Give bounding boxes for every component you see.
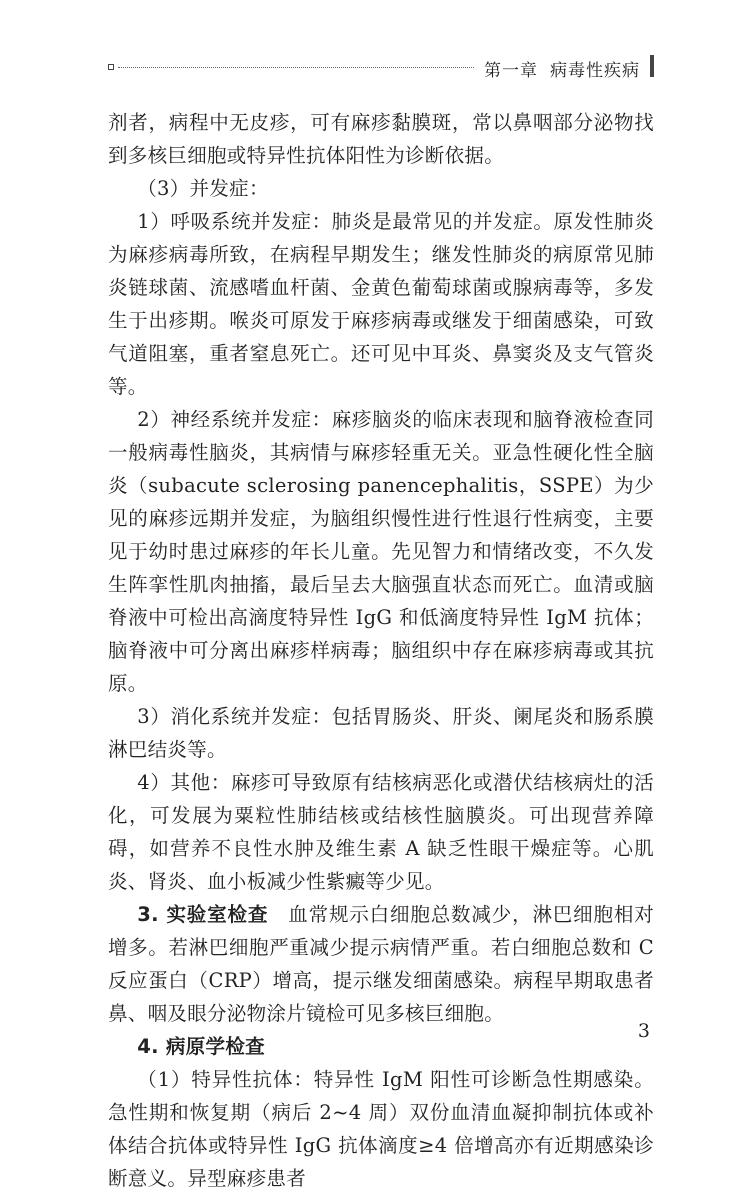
section-heading-laboratory: 3. 实验室检查 [137, 903, 269, 926]
paragraph-continuation: 剂者，病程中无皮疹，可有麻疹黏膜斑，常以鼻咽部分泌物找到多核巨细胞或特异性抗体阳性为诊断依据。 [108, 111, 654, 167]
page-number: 3 [637, 1020, 650, 1042]
body-text [108, 106, 654, 1195]
header-title [484, 56, 640, 81]
paragraph-specific-antibody: （1）特异性抗体：特异性 IgM 阳性可诊断急性期感染。急性期和恢复期（病后 2~4 周）双份血清血凝抑制抗体或补体结合抗体或特异性 IgG 抗体滴度≥4 倍增高亦有近期感染诊断意义。异型麻疹患者 [108, 1068, 654, 1190]
paragraph-neurological-complications: 2）神经系统并发症：麻疹脑炎的临床表现和脑脊液检查同一般病毒性脑炎，其病情与麻疹轻重无关。亚急性硬化性全脑炎（subacute sclerosing panencephalitis，SSPE）为少见的麻疹远期并发症，为脑组织慢性进行性退行性病变，主要见于幼时患过麻疹的年长儿童。先见智力和情绪改变，不久发生阵挛性肌肉抽搐，最后呈去大脑强直状态而死亡。血清或脑脊液中可检出高滴度特异性 IgG 和低滴度特异性 IgM 抗体；脑脊液中可分离出麻疹样病毒；脑组织中存在麻疹病毒或其抗原。 [108, 408, 654, 695]
header-chapter: 第一章 [484, 61, 538, 81]
header-chapter-title: 病毒性疾病 [550, 61, 640, 81]
paragraph-laboratory-text: 血常规示白细胞总数减少，淋巴细胞相对增多。若淋巴细胞严重减少提示病情严重。若白细胞总数和 C 反应蛋白（CRP）增高，提示继发细菌感染。病程早期取患者鼻、咽及眼分泌物涂片镜检可见多核巨细胞。 [108, 903, 654, 1025]
header-square-ornament [108, 64, 114, 70]
paragraph-other-complications: 4）其他：麻疹可导致原有结核病恶化或潜伏结核病灶的活化，可发展为粟粒性肺结核或结核性脑膜炎。可出现营养障碍，如营养不良性水肿及维生素 A 缺乏性眼干燥症等。心肌炎、肾炎、血小板减少性紫癜等少见。 [108, 771, 654, 893]
paragraph-respiratory-complications: 1）呼吸系统并发症：肺炎是最常见的并发症。原发性肺炎为麻疹病毒所致，在病程早期发生；继发性肺炎的病原常见肺炎链球菌、流感嗜血杆菌、金黄色葡萄球菌或腺病毒等，多发生于出疹期。喉炎可原发于麻疹病毒或继发于细菌感染，可致气道阻塞，重者窒息死亡。还可见中耳炎、鼻窦炎及支气管炎等。 [108, 210, 654, 398]
running-header [108, 52, 654, 82]
paragraph-laboratory-exam [108, 898, 654, 1030]
section-heading-etiology: 4. 病原学检查 [137, 1035, 265, 1058]
header-vertical-bar [650, 55, 654, 77]
paragraph-complications-label: （3）并发症： [137, 177, 269, 200]
paragraph-etiology-heading [108, 1030, 654, 1063]
paragraph-digestive-complications: 3）消化系统并发症：包括胃肠炎、肝炎、阑尾炎和肠系膜淋巴结炎等。 [108, 705, 654, 761]
header-dotted-rule [118, 67, 474, 68]
